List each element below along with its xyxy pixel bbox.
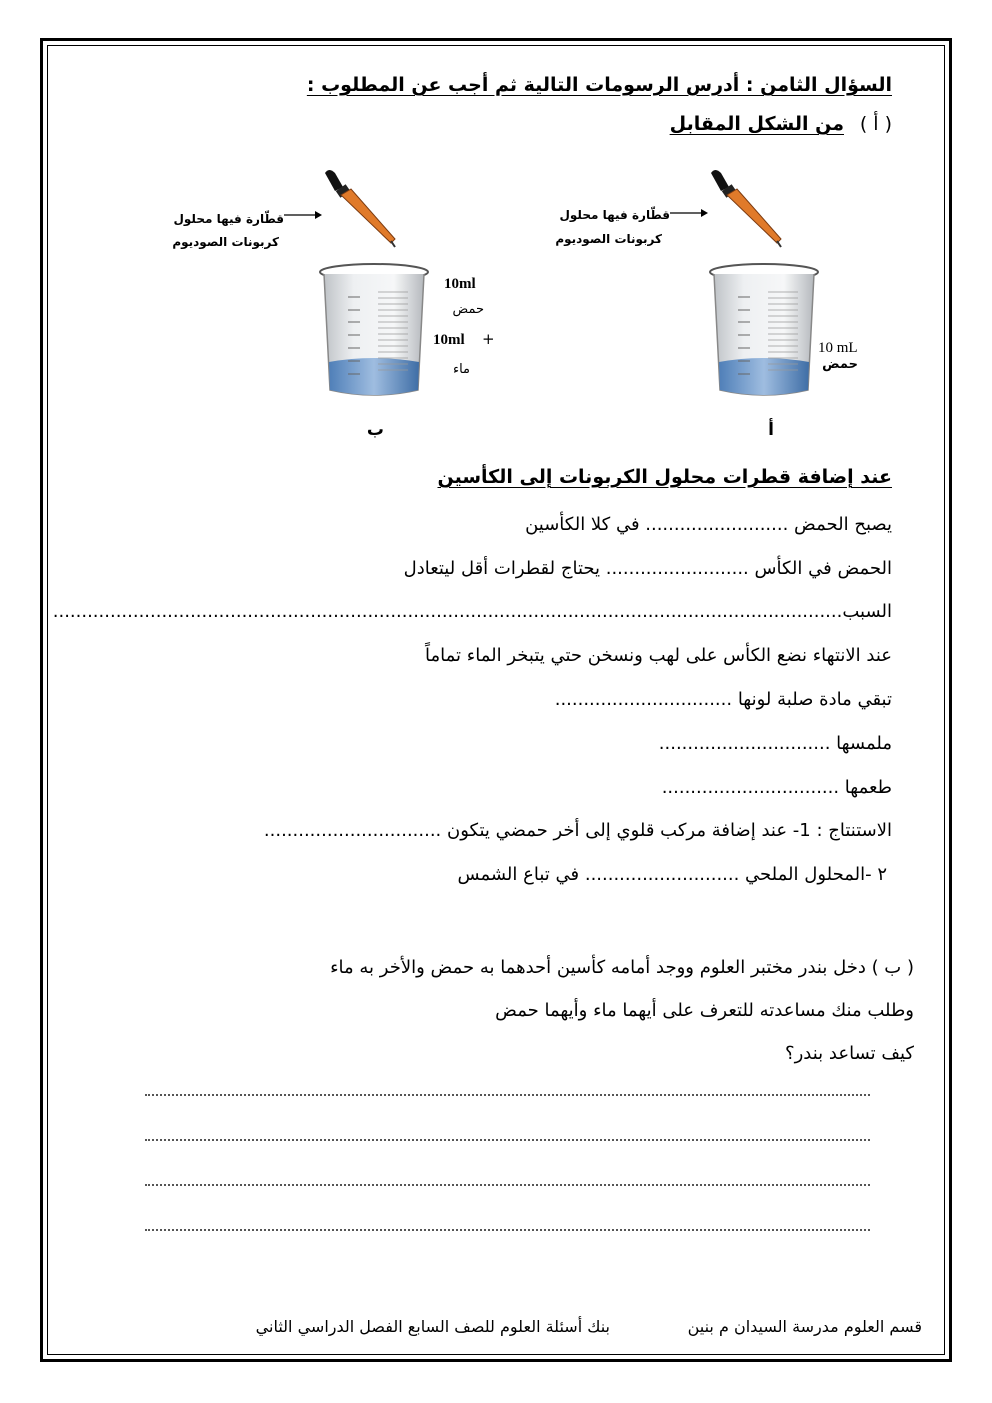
beaker-b-acid-volume: 10ml bbox=[444, 276, 476, 292]
dropper-b-label-line1: قطّارة فيها محلول bbox=[173, 212, 284, 226]
answer-line-2[interactable] bbox=[145, 1139, 870, 1141]
dropper-a-label-line1: قطّارة فيها محلول bbox=[559, 208, 670, 222]
answer-line-4[interactable] bbox=[145, 1229, 870, 1231]
section-a-line-9: ٢ -المحلول الملحي ........................... في تباع الشمس bbox=[457, 864, 887, 885]
section-a-line-6: ملمسها .............................. bbox=[658, 733, 892, 754]
beaker-b-water-word: ماء bbox=[452, 362, 470, 377]
beaker-b-water-volume: 10ml bbox=[433, 332, 465, 348]
question-title: السؤال الثامن : أدرس الرسومات التالية ثم أجب عن المطلوب : bbox=[306, 74, 892, 96]
section-a-heading: عند إضافة قطرات محلول الكربونات إلى الكأسين bbox=[437, 466, 892, 488]
section-a-line-1: يصبح الحمض ......................... في كلا الكأسين bbox=[525, 514, 892, 535]
beaker-a-volume: 10 mL bbox=[818, 340, 858, 356]
arrow-b-icon bbox=[282, 210, 322, 220]
footer-department: قسم العلوم مدرسة السيدان م بنين bbox=[687, 1317, 922, 1336]
dropper-a-icon bbox=[701, 165, 791, 250]
section-a-line-8: الاستنتاج : 1- عند إضافة مركب قلوي إلى أخر حمضي يتكون ............................... bbox=[263, 820, 892, 841]
arrow-a-icon bbox=[668, 208, 708, 218]
section-a-line-4: عند الانتهاء نضع الكأس على لهب ونسخن حتي يتبخر الماء تماماً bbox=[425, 645, 892, 666]
section-b-line-1: ( ب ) دخل بندر مختبر العلوم ووجد أمامه كأسين أحدهما به حمض والأخر به ماء bbox=[330, 957, 914, 978]
answer-line-3[interactable] bbox=[145, 1184, 870, 1186]
section-b-line-3: كيف تساعد بندر؟ bbox=[785, 1043, 914, 1064]
part-a-label: ( أ ) bbox=[859, 113, 892, 135]
part-a-title: من الشكل المقابل bbox=[669, 113, 844, 135]
beaker-b-plus: + bbox=[482, 330, 495, 348]
dropper-a-label-line2: كربونات الصوديوم bbox=[555, 232, 662, 246]
dropper-b-icon bbox=[315, 165, 405, 250]
section-a-line-3: السبب.......................................................................................................................................... bbox=[52, 601, 892, 622]
section-a-line-2: الحمض في الكأس ......................... يحتاج لقطرات أقل ليتعادل bbox=[403, 558, 892, 579]
section-b-line-2: وطلب منك مساعدته للتعرف على أيهما ماء وأيهما حمض bbox=[495, 1000, 914, 1021]
dropper-b-label-line2: كربونات الصوديوم bbox=[172, 235, 279, 249]
beaker-a-acid-word: حمض bbox=[822, 357, 858, 372]
beaker-a-icon bbox=[708, 262, 820, 402]
section-a-line-5: تبقي مادة صلبة لونها ............................... bbox=[554, 689, 892, 710]
beaker-a-label: أ bbox=[768, 420, 774, 440]
answer-line-1[interactable] bbox=[145, 1094, 870, 1096]
beaker-b-label: ب bbox=[366, 420, 384, 440]
section-a-line-7: طعمها ............................... bbox=[661, 777, 892, 798]
beaker-b-acid-word: حمض bbox=[452, 302, 484, 317]
footer-question-bank: بنك أسئلة العلوم للصف السابع الفصل الدراسي الثاني bbox=[255, 1317, 610, 1336]
beaker-b-icon bbox=[318, 262, 430, 402]
